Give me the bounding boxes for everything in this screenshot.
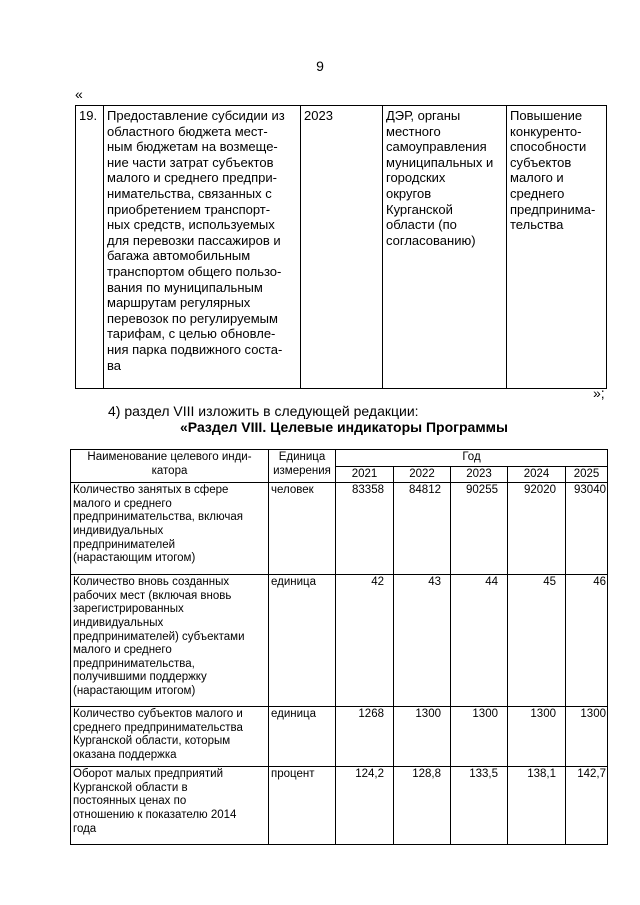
table-row <box>71 575 608 707</box>
indicator-value: 93040 <box>566 483 608 575</box>
item-19-row <box>76 106 607 389</box>
indicator-value: 128,8 <box>394 767 451 845</box>
text-line: Курганской области, которым <box>73 735 231 748</box>
text-line: малого и среднего предпри- <box>107 170 277 186</box>
closing-quote: »; <box>593 385 605 401</box>
text-line: индивидуальных <box>73 524 164 537</box>
text-line: отношению к показателю 2014 <box>73 808 237 821</box>
table-row <box>71 767 608 845</box>
header-row <box>71 450 608 467</box>
indicator-value: 142,7 <box>566 767 608 845</box>
text-line: городских <box>386 170 446 186</box>
text-line: ным бюджетам на возмеще- <box>107 139 278 155</box>
text-line: муниципальных и <box>386 154 494 170</box>
item-number: 19. <box>76 106 104 389</box>
text-line: малого и среднего <box>73 644 172 657</box>
indicator-name <box>71 575 269 707</box>
indicator-value: 46 <box>566 575 608 707</box>
text-line: тельства <box>510 217 564 233</box>
indicator-value: 44 <box>451 575 508 707</box>
text-line: ных средств, используемых <box>107 217 275 233</box>
text-line: местного <box>386 123 441 139</box>
header-year-group: Год <box>336 450 608 467</box>
text-line: Наименование целевого инди- <box>87 451 252 463</box>
section-heading: «Раздел VIII. Целевые индикаторы Программы <box>180 419 508 435</box>
header-name <box>71 450 269 483</box>
header-unit <box>269 450 336 483</box>
text-line: Количество занятых в сфере <box>73 484 229 497</box>
text-line: приобретением транспорт- <box>107 201 271 217</box>
text-line: субъектов <box>510 154 572 170</box>
text-line: конкуренто- <box>510 123 582 139</box>
text-line: нимательства, связанных с <box>107 185 272 201</box>
text-line: предпринимательства, включая <box>73 511 243 524</box>
indicator-value: 133,5 <box>451 767 508 845</box>
text-line: получившими поддержку <box>73 671 207 684</box>
text-line: рабочих мест (включая вновь <box>73 589 232 602</box>
text-line: перевозок по регулируемым <box>107 310 278 326</box>
header-year: 2023 <box>451 466 508 483</box>
text-line: для перевозки пассажиров и <box>107 232 281 248</box>
text-line: предпринимателей <box>73 538 176 551</box>
header-year: 2024 <box>508 466 566 483</box>
indicator-value: 1300 <box>566 707 608 767</box>
indicators-table <box>70 449 608 845</box>
text-line: зарегистрированных <box>73 603 184 616</box>
text-line: Курганской <box>386 201 453 217</box>
item-executor <box>383 106 507 389</box>
item-description <box>104 106 301 389</box>
header-year: 2022 <box>394 466 451 483</box>
text-line: самоуправления <box>386 139 487 155</box>
text-line: округов <box>386 185 432 201</box>
text-line: вания по муниципальным <box>107 279 263 295</box>
indicator-value: 1300 <box>394 707 451 767</box>
text-line: Количество вновь созданных <box>73 576 230 589</box>
indicator-value: 84812 <box>394 483 451 575</box>
indicator-value: 124,2 <box>336 767 394 845</box>
program-item-table <box>75 105 607 389</box>
text-line: тарифам, с целью обновле- <box>107 326 276 342</box>
text-line: ние части затрат субъектов <box>107 154 274 170</box>
indicator-value: 43 <box>394 575 451 707</box>
indicator-value: 83358 <box>336 483 394 575</box>
table-row <box>71 707 608 767</box>
item-result <box>507 106 607 389</box>
text-line: среднего <box>510 185 565 201</box>
indicator-value: 1268 <box>336 707 394 767</box>
text-line: транспортом общего пользо- <box>107 263 282 279</box>
text-line: ДЭР, органы <box>386 108 461 123</box>
text-line: ния парка подвижного соста- <box>107 341 283 357</box>
indicator-value: 138,1 <box>508 767 566 845</box>
indicator-value: 90255 <box>451 483 508 575</box>
text-line: области (по <box>386 217 457 233</box>
header-year: 2021 <box>336 466 394 483</box>
text-line: (нарастающим итогом) <box>73 552 196 565</box>
text-line: Повышение <box>510 108 583 123</box>
text-line: предпринимательства, <box>73 657 195 670</box>
indicator-unit: единица <box>269 575 336 707</box>
text-line: ва <box>107 357 121 373</box>
text-line: предпринима- <box>510 201 596 217</box>
text-line: малого и <box>510 170 564 186</box>
text-line: малого и среднего <box>73 497 172 510</box>
indicator-unit: процент <box>269 767 336 845</box>
indicator-name <box>71 767 269 845</box>
item-year: 2023 <box>301 106 383 389</box>
indicator-unit: человек <box>269 483 336 575</box>
opening-quote: « <box>75 86 83 102</box>
text-line: (нарастающим итогом) <box>73 684 196 697</box>
indicator-value: 45 <box>508 575 566 707</box>
indicator-value: 1300 <box>508 707 566 767</box>
text-line: предпринимателей) субъектами <box>73 630 245 643</box>
text-line: Предоставление субсидии из <box>107 108 285 123</box>
text-line: измерения <box>273 464 331 477</box>
text-line: индивидуальных <box>73 616 164 629</box>
indicator-value: 42 <box>336 575 394 707</box>
text-line: постоянных ценах по <box>73 795 187 808</box>
indicator-value: 1300 <box>451 707 508 767</box>
text-line: катора <box>151 464 188 477</box>
page-number: 9 <box>316 58 324 74</box>
text-line: Единица <box>278 451 326 463</box>
text-line: Оборот малых предприятий <box>73 768 224 781</box>
text-line: согласованию) <box>386 232 476 248</box>
text-line: оказана поддержка <box>73 748 177 761</box>
text-line: способности <box>510 139 587 155</box>
header-year: 2025 <box>566 466 608 483</box>
indicator-name <box>71 707 269 767</box>
text-line: багажа автомобильным <box>107 248 251 264</box>
indicator-name <box>71 483 269 575</box>
text-line: Количество субъектов малого и <box>73 708 243 721</box>
indicator-value: 92020 <box>508 483 566 575</box>
text-line: среднего предпринимательства <box>73 721 243 734</box>
text-line: года <box>73 822 97 835</box>
text-line: маршрутам регулярных <box>107 295 251 311</box>
table-row <box>71 483 608 575</box>
amendment-intro: 4) раздел VIII изложить в следующей редакции: <box>108 403 419 419</box>
text-line: Курганской области в <box>73 781 188 794</box>
indicator-unit: единица <box>269 707 336 767</box>
text-line: областного бюджета мест- <box>107 123 268 139</box>
